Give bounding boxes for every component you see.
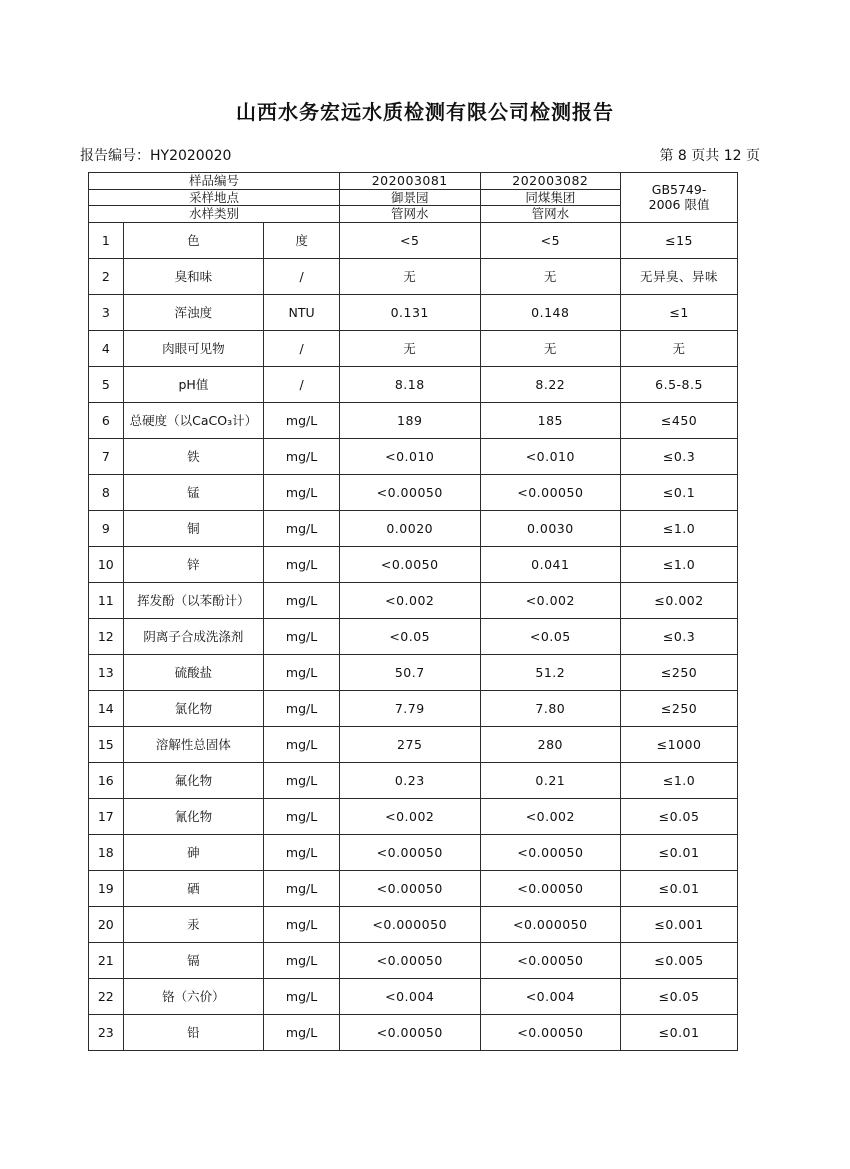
row-index: 3 (89, 294, 124, 330)
row-value-sample1: 7.79 (339, 690, 480, 726)
table-row (89, 654, 738, 690)
row-unit: mg/L (264, 546, 340, 582)
row-item-name: 硒 (123, 870, 264, 906)
row-value-sample2: 51.2 (480, 654, 621, 690)
row-item-name: 砷 (123, 834, 264, 870)
row-value-sample1: <0.002 (339, 798, 480, 834)
table-row (89, 402, 738, 438)
row-limit: ≤1.0 (621, 510, 738, 546)
table-body (89, 173, 738, 1051)
row-value-sample2: <5 (480, 222, 621, 258)
row-limit: ≤0.05 (621, 798, 738, 834)
row-item-name: 汞 (123, 906, 264, 942)
row-limit: ≤250 (621, 654, 738, 690)
row-value-sample1: 275 (339, 726, 480, 762)
row-value-sample2: 无 (480, 330, 621, 366)
row-unit: mg/L (264, 870, 340, 906)
sampling-location-label: 采样地点 (89, 189, 340, 206)
row-limit: ≤0.005 (621, 942, 738, 978)
table-row (89, 258, 738, 294)
header-row-sample-number (89, 173, 738, 190)
water-type-label: 水样类别 (89, 206, 340, 223)
row-item-name: 浑浊度 (123, 294, 264, 330)
row-index: 23 (89, 1014, 124, 1050)
table-row (89, 474, 738, 510)
table-row (89, 1014, 738, 1050)
row-value-sample1: <0.004 (339, 978, 480, 1014)
row-unit: 度 (264, 222, 340, 258)
row-item-name: 铜 (123, 510, 264, 546)
row-item-name: 锰 (123, 474, 264, 510)
row-index: 19 (89, 870, 124, 906)
row-value-sample1: 189 (339, 402, 480, 438)
row-value-sample1: <0.00050 (339, 834, 480, 870)
row-value-sample2: 0.0030 (480, 510, 621, 546)
row-index: 13 (89, 654, 124, 690)
row-index: 21 (89, 942, 124, 978)
row-value-sample2: 0.148 (480, 294, 621, 330)
row-value-sample2: <0.002 (480, 582, 621, 618)
row-value-sample2: 185 (480, 402, 621, 438)
row-value-sample1: <0.00050 (339, 474, 480, 510)
row-unit: mg/L (264, 942, 340, 978)
table-row (89, 330, 738, 366)
row-limit: ≤0.002 (621, 582, 738, 618)
report-number: 报告编号：HY2020020 (80, 148, 232, 164)
table-row (89, 762, 738, 798)
row-index: 17 (89, 798, 124, 834)
table-row (89, 510, 738, 546)
standard-limit-line2: 2006 限值 (648, 197, 710, 213)
row-item-name: 镉 (123, 942, 264, 978)
row-item-name: 总硬度（以CaCO₃计） (123, 402, 264, 438)
sample-number-1: 202003081 (339, 173, 480, 190)
row-value-sample2: <0.00050 (480, 1014, 621, 1050)
table-row (89, 366, 738, 402)
row-value-sample2: <0.010 (480, 438, 621, 474)
row-value-sample2: 无 (480, 258, 621, 294)
row-value-sample2: 8.22 (480, 366, 621, 402)
table-row (89, 978, 738, 1014)
standard-limit-line1: GB5749- (651, 181, 707, 197)
row-unit: mg/L (264, 1014, 340, 1050)
row-unit: mg/L (264, 798, 340, 834)
report-meta (80, 145, 760, 165)
row-unit: mg/L (264, 906, 340, 942)
row-limit: ≤0.01 (621, 1014, 738, 1050)
row-limit: 无 (621, 330, 738, 366)
row-value-sample1: <0.002 (339, 582, 480, 618)
row-unit: mg/L (264, 438, 340, 474)
sample-number-label: 样品编号 (89, 173, 340, 190)
row-item-name: 溶解性总固体 (123, 726, 264, 762)
row-unit: mg/L (264, 474, 340, 510)
row-index: 7 (89, 438, 124, 474)
row-value-sample1: <0.00050 (339, 870, 480, 906)
sample-number-2: 202003082 (480, 173, 621, 190)
row-unit: / (264, 258, 340, 294)
table-row (89, 870, 738, 906)
row-index: 20 (89, 906, 124, 942)
row-value-sample1: <5 (339, 222, 480, 258)
row-value-sample1: <0.00050 (339, 1014, 480, 1050)
row-index: 9 (89, 510, 124, 546)
table-row (89, 222, 738, 258)
sampling-location-2: 同煤集团 (480, 189, 621, 206)
table-row (89, 690, 738, 726)
row-limit: ≤0.01 (621, 870, 738, 906)
row-item-name: 氰化物 (123, 798, 264, 834)
row-index: 1 (89, 222, 124, 258)
row-limit: ≤1 (621, 294, 738, 330)
row-value-sample1: 无 (339, 330, 480, 366)
row-value-sample1: <0.00050 (339, 942, 480, 978)
row-unit: mg/L (264, 690, 340, 726)
row-limit: ≤0.001 (621, 906, 738, 942)
row-limit: 6.5-8.5 (621, 366, 738, 402)
table-row (89, 942, 738, 978)
row-value-sample2: <0.00050 (480, 942, 621, 978)
row-value-sample2: 0.21 (480, 762, 621, 798)
row-value-sample2: <0.00050 (480, 474, 621, 510)
row-value-sample2: <0.004 (480, 978, 621, 1014)
row-limit: ≤15 (621, 222, 738, 258)
row-value-sample1: 50.7 (339, 654, 480, 690)
row-limit: ≤0.05 (621, 978, 738, 1014)
row-index: 18 (89, 834, 124, 870)
row-item-name: 阴离子合成洗涤剂 (123, 618, 264, 654)
row-unit: mg/L (264, 834, 340, 870)
row-value-sample1: <0.05 (339, 618, 480, 654)
row-index: 8 (89, 474, 124, 510)
water-type-1: 管网水 (339, 206, 480, 223)
row-index: 5 (89, 366, 124, 402)
page-title: 山西水务宏远水质检测有限公司检测报告 (236, 100, 614, 124)
row-limit: ≤0.01 (621, 834, 738, 870)
row-limit: ≤450 (621, 402, 738, 438)
row-limit: ≤250 (621, 690, 738, 726)
row-index: 22 (89, 978, 124, 1014)
table-row (89, 834, 738, 870)
table-row (89, 582, 738, 618)
row-unit: mg/L (264, 402, 340, 438)
row-unit: mg/L (264, 618, 340, 654)
row-limit: ≤0.3 (621, 438, 738, 474)
row-unit: mg/L (264, 582, 340, 618)
row-unit: / (264, 330, 340, 366)
row-value-sample1: 0.131 (339, 294, 480, 330)
row-item-name: 氯化物 (123, 690, 264, 726)
row-value-sample1: 0.23 (339, 762, 480, 798)
row-unit: mg/L (264, 654, 340, 690)
table-row (89, 906, 738, 942)
table-row (89, 294, 738, 330)
row-value-sample2: 7.80 (480, 690, 621, 726)
row-limit: ≤1000 (621, 726, 738, 762)
row-value-sample2: 280 (480, 726, 621, 762)
row-item-name: 氟化物 (123, 762, 264, 798)
row-index: 15 (89, 726, 124, 762)
table-row (89, 726, 738, 762)
row-value-sample1: 无 (339, 258, 480, 294)
row-unit: mg/L (264, 510, 340, 546)
row-index: 2 (89, 258, 124, 294)
row-index: 16 (89, 762, 124, 798)
row-limit: ≤0.3 (621, 618, 738, 654)
row-value-sample2: <0.002 (480, 798, 621, 834)
row-value-sample2: <0.05 (480, 618, 621, 654)
water-type-2: 管网水 (480, 206, 621, 223)
table-row (89, 618, 738, 654)
row-item-name: 硫酸盐 (123, 654, 264, 690)
row-limit: ≤1.0 (621, 762, 738, 798)
row-unit: mg/L (264, 762, 340, 798)
row-unit: NTU (264, 294, 340, 330)
row-item-name: 肉眼可见物 (123, 330, 264, 366)
row-value-sample1: <0.010 (339, 438, 480, 474)
row-item-name: 铅 (123, 1014, 264, 1050)
row-item-name: 臭和味 (123, 258, 264, 294)
sampling-location-1: 御景园 (339, 189, 480, 206)
row-index: 12 (89, 618, 124, 654)
row-item-name: 锌 (123, 546, 264, 582)
table-row (89, 546, 738, 582)
row-value-sample2: <0.00050 (480, 834, 621, 870)
row-unit: mg/L (264, 726, 340, 762)
row-unit: / (264, 366, 340, 402)
water-quality-table (88, 172, 738, 1051)
row-value-sample1: <0.0050 (339, 546, 480, 582)
row-index: 10 (89, 546, 124, 582)
row-item-name: pH值 (123, 366, 264, 402)
page-number: 第 8 页共 12 页 (659, 148, 760, 164)
row-value-sample1: <0.000050 (339, 906, 480, 942)
row-index: 14 (89, 690, 124, 726)
row-value-sample2: <0.000050 (480, 906, 621, 942)
row-limit: ≤1.0 (621, 546, 738, 582)
row-index: 11 (89, 582, 124, 618)
row-value-sample2: <0.00050 (480, 870, 621, 906)
row-unit: mg/L (264, 978, 340, 1014)
table-row (89, 438, 738, 474)
row-value-sample1: 8.18 (339, 366, 480, 402)
row-item-name: 铁 (123, 438, 264, 474)
row-value-sample1: 0.0020 (339, 510, 480, 546)
row-item-name: 铬（六价） (123, 978, 264, 1014)
row-item-name: 挥发酚（以苯酚计） (123, 582, 264, 618)
row-value-sample2: 0.041 (480, 546, 621, 582)
standard-limit-header (621, 173, 738, 223)
row-item-name: 色 (123, 222, 264, 258)
table-row (89, 798, 738, 834)
row-index: 4 (89, 330, 124, 366)
row-limit: ≤0.1 (621, 474, 738, 510)
row-index: 6 (89, 402, 124, 438)
row-limit: 无异臭、异味 (621, 258, 738, 294)
